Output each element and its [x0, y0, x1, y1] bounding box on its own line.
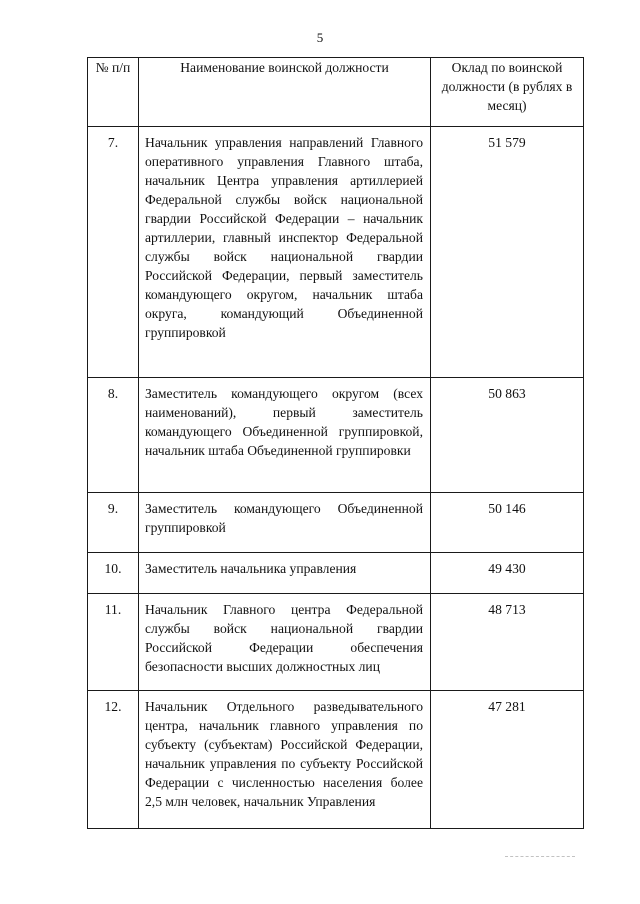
salary-value: 49 430	[431, 553, 584, 594]
salary-value: 50 146	[431, 493, 584, 553]
header-position-name: Наименование воинской должности	[139, 58, 431, 127]
position-name: Начальник Главного центра Федеральной службы войск национальной гвардии Российской Федерации обеспечения безопасности высших должностных лиц	[139, 594, 431, 691]
salary-value: 48 713	[431, 594, 584, 691]
table-row	[88, 378, 584, 493]
position-name: Начальник управления направлений Главного оперативного управления Главного штаба, начальник Центра управления артиллерией Федеральной службы войск национальной гвардии Российской Федерации – начальник артиллерии, главный инспектор Федеральной службы войск национальной гвардии Российской Федерации, первый заместитель командующего округом, начальник штаба округа, командующий Объединенной группировкой	[139, 127, 431, 378]
table-header-row	[88, 58, 584, 127]
salary-value: 51 579	[431, 127, 584, 378]
table-row	[88, 127, 584, 378]
header-number: № п/п	[88, 58, 139, 127]
table-row	[88, 691, 584, 829]
salary-table	[87, 57, 584, 829]
scan-mark	[505, 856, 575, 859]
salary-value: 50 863	[431, 378, 584, 493]
position-name: Начальник Отдельного разведывательного центра, начальник главного управления по субъекту (субъектам) Российской Федерации, начальник управления по субъекту Российской Федерации с численностью населения более 2,5 млн человек, начальник Управления	[139, 691, 431, 829]
row-number: 7.	[88, 127, 139, 378]
row-number: 12.	[88, 691, 139, 829]
page-number: 5	[316, 30, 324, 45]
table-row	[88, 553, 584, 594]
salary-value: 47 281	[431, 691, 584, 829]
row-number: 8.	[88, 378, 139, 493]
table-row	[88, 493, 584, 553]
position-name: Заместитель начальника управления	[139, 553, 431, 594]
row-number: 11.	[88, 594, 139, 691]
header-salary: Оклад по воинской должности (в рублях в месяц)	[431, 58, 584, 127]
table-row	[88, 594, 584, 691]
row-number: 9.	[88, 493, 139, 553]
position-name: Заместитель командующего округом (всех наименований), первый заместитель командующего Объединенной группировкой, начальник штаба Объединенной группировки	[139, 378, 431, 493]
position-name: Заместитель командующего Объединенной группировкой	[139, 493, 431, 553]
row-number: 10.	[88, 553, 139, 594]
